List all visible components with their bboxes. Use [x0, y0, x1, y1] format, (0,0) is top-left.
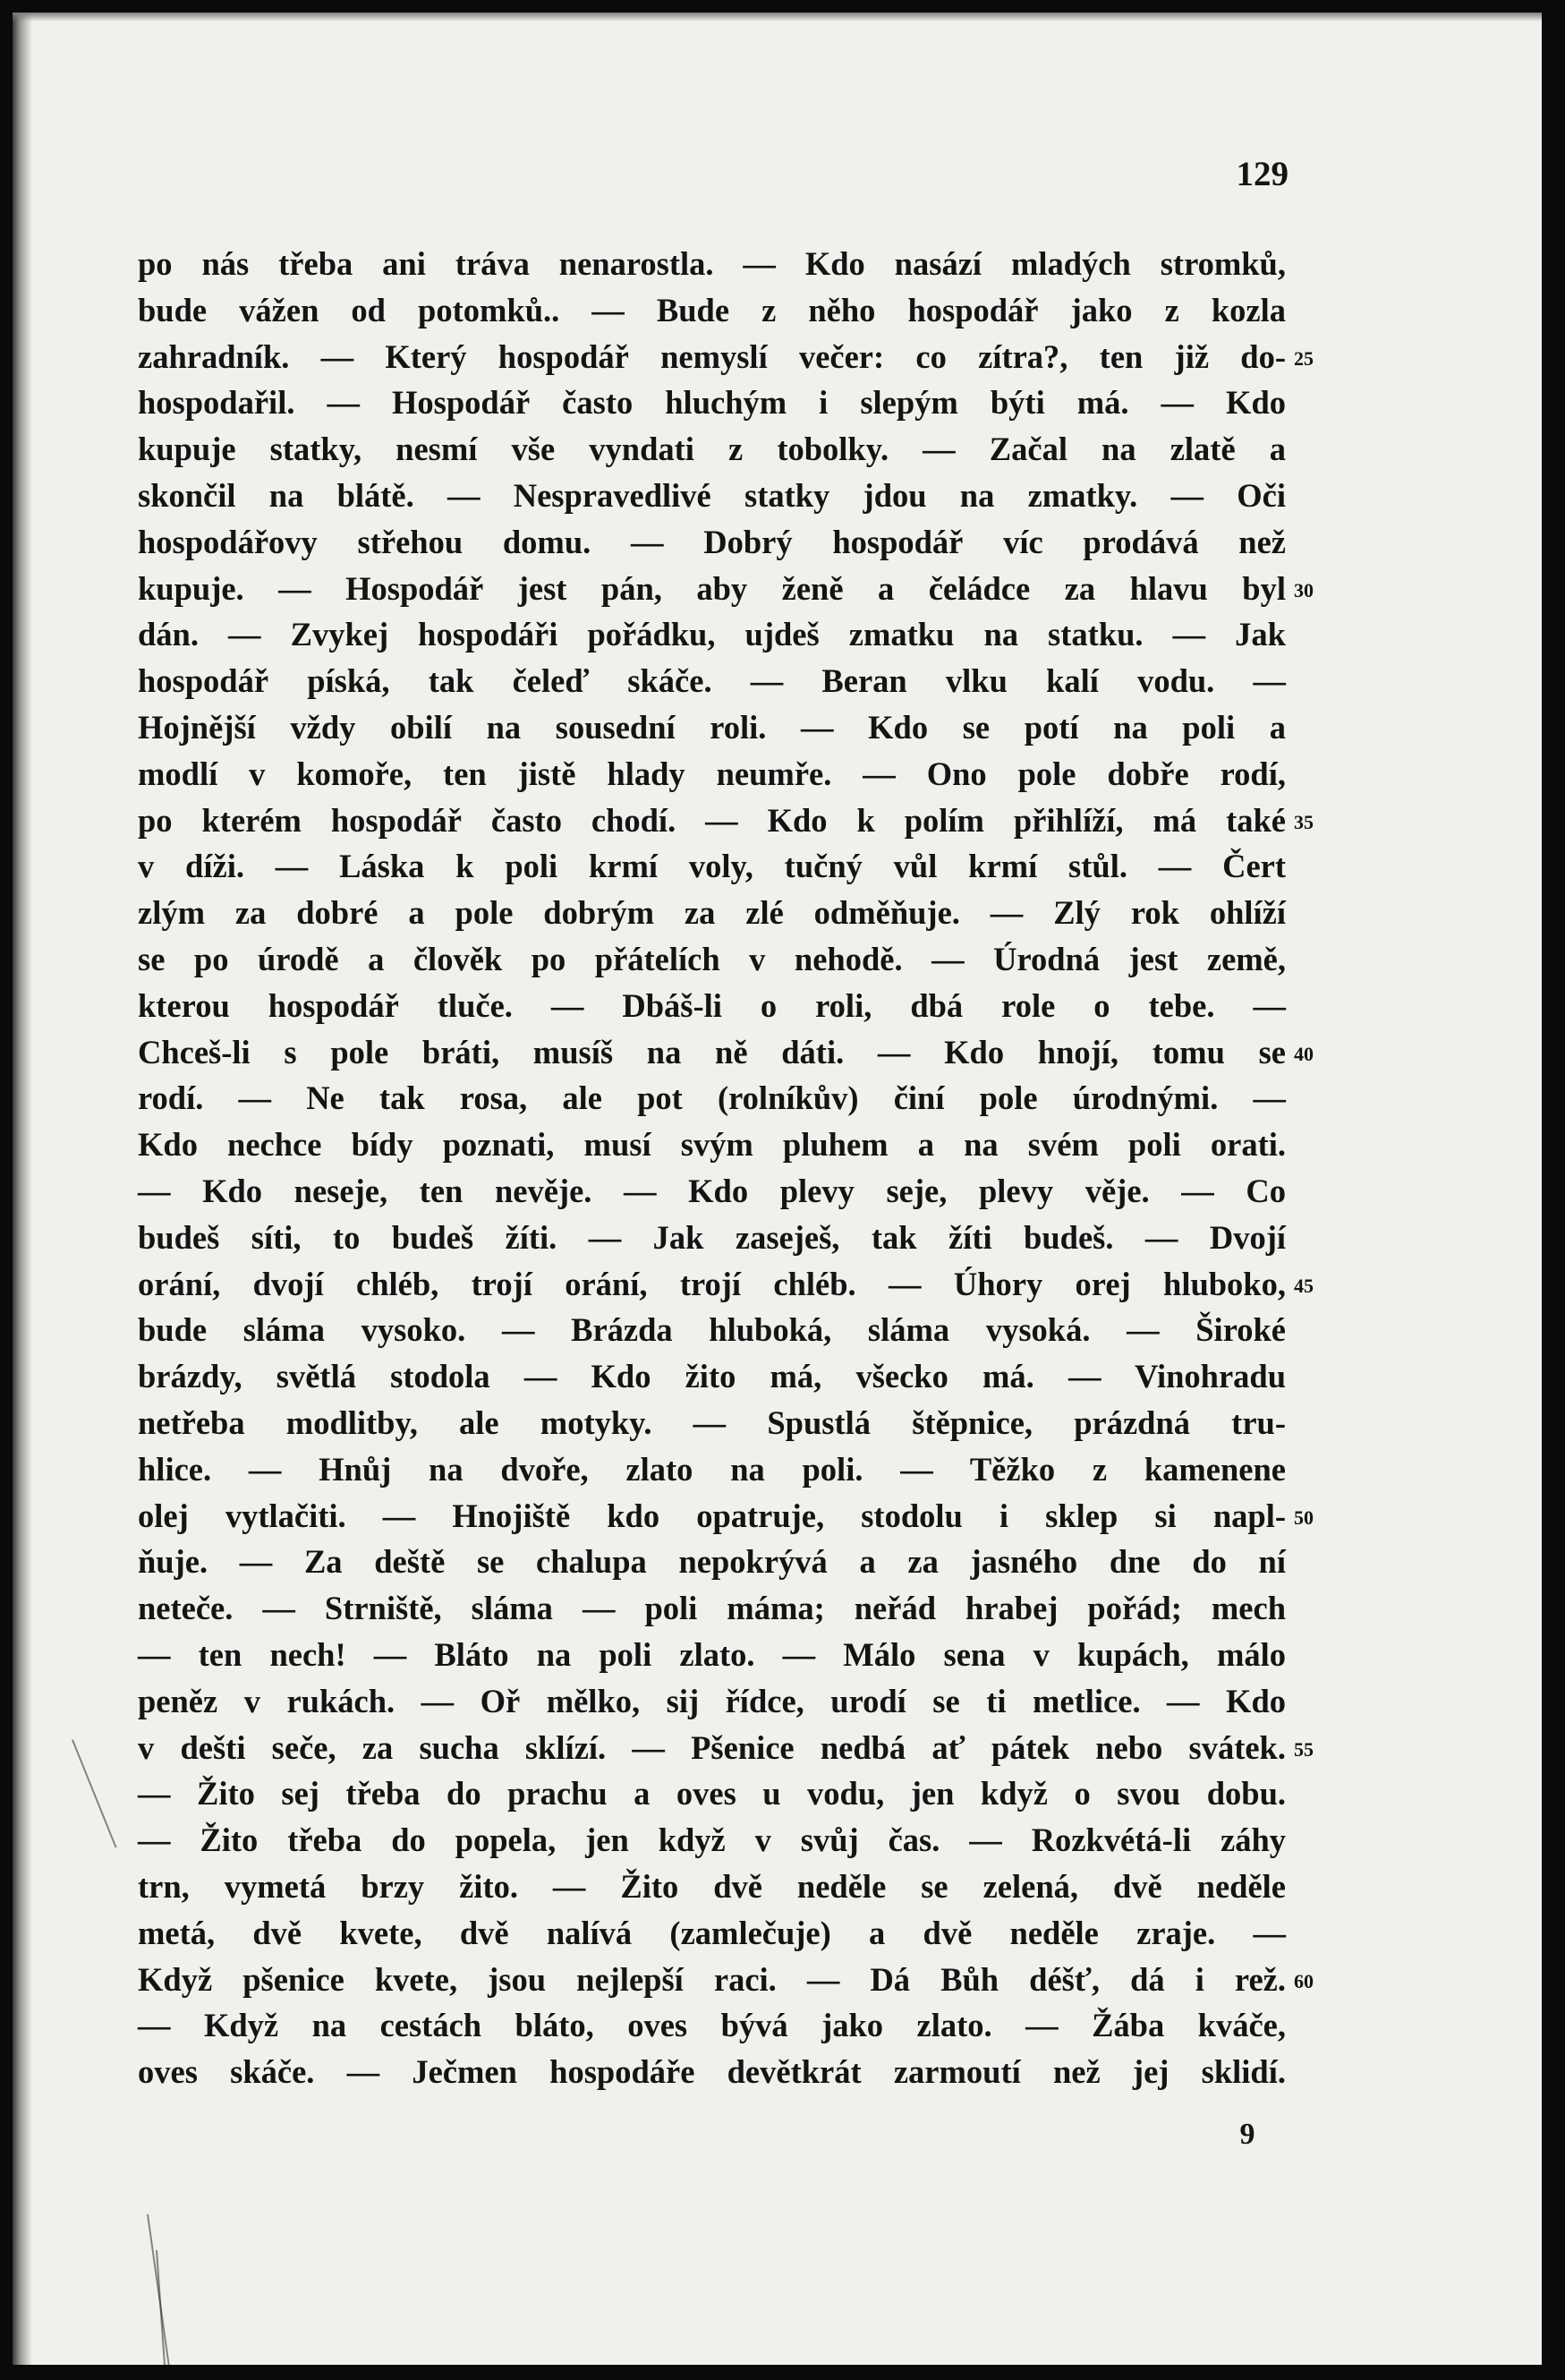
line-number-marker: 50 — [1294, 1506, 1314, 1529]
book-page — [13, 13, 1542, 2365]
text-line: bude sláma vysoko. — Brázda hluboká, sláma vysoká. — Široké — [138, 1311, 1286, 1349]
text-line: se po úrodě a člověk po přátelích v nehodě. — Úrodná jest země, — [138, 941, 1286, 977]
page-number: 129 — [1236, 155, 1289, 193]
line-number-marker: 25 — [1294, 346, 1314, 370]
scan-edge-shadow — [13, 13, 32, 2365]
text-line: olej vytlačiti. — Hnojiště kdo opatruje, stodolu i sklep si napl- — [138, 1497, 1286, 1534]
line-number-marker: 55 — [1294, 1737, 1314, 1761]
text-line: — ten nech! — Bláto na poli zlato. — Málo sena v kupách, málo — [138, 1636, 1286, 1673]
text-line: — Kdo neseje, ten nevěje. — Kdo plevy seje, plevy věje. — Co — [138, 1173, 1286, 1209]
text-line: metá, dvě kvete, dvě nalívá (zamlečuje) a dvě neděle zraje. — — [138, 1914, 1286, 1951]
text-line: — Když na cestách bláto, oves bývá jako zlato. — Žába kváče, — [138, 2007, 1286, 2044]
text-line: po kterém hospodář často chodí. — Kdo k polím přihlíží, má také — [138, 801, 1286, 839]
text-line: hospodařil. — Hospodář často hluchým i slepým býti má. — Kdo — [138, 384, 1286, 422]
text-line: zahradník. — Který hospodář nemyslí večer: co zítra?, ten již do- — [138, 337, 1286, 375]
text-line: hospodářovy střehou domu. — Dobrý hospodář víc prodává než — [138, 523, 1286, 560]
text-line: modlí v komoře, ten jistě hlady neumře. — Ono pole dobře rodí, — [138, 755, 1286, 792]
text-line: kterou hospodář tluče. — Dbáš-li o roli, dbá role o tebe. — — [138, 986, 1286, 1024]
text-line: dán. — Zvykej hospodáři pořádku, ujdeš zmatku na statku. — Jak — [138, 616, 1286, 653]
text-line: oves skáče. — Ječmen hospodáře devětkrát zarmoutí než jej sklidí. — [138, 2053, 1286, 2091]
text-line: — Žito třeba do popela, jen když v svůj čas. — Rozkvétá-li záhy — [138, 1821, 1286, 1859]
text-line: hospodář píská, tak čeleď skáče. — Beran vlku kalí vodu. — — [138, 662, 1286, 700]
text-line: trn, vymetá brzy žito. — Žito dvě neděle se zelená, dvě neděle — [138, 1868, 1286, 1905]
text-line: kupuje statky, nesmí vše vyndati z tobolky. — Začal na zlatě a — [138, 431, 1286, 468]
signature-mark: 9 — [1239, 2118, 1255, 2151]
line-number-marker: 45 — [1294, 1274, 1314, 1297]
text-line: brázdy, světlá stodola — Kdo žito má, všecko má. — Vinohradu — [138, 1358, 1286, 1395]
text-line: v díži. — Láska k poli krmí voly, tučný vůl krmí stůl. — Čert — [138, 848, 1286, 885]
text-line: bude vážen od potomků.. — Bude z něho hospodář jako z kozla — [138, 291, 1286, 328]
scan-scratch-mark — [156, 2250, 166, 2365]
text-line: v dešti seče, za sucha sklízí. — Pšenice nedbá ať pátek nebo svátek. — [138, 1728, 1286, 1766]
text-line: po nás třeba ani tráva nenarostla. — Kdo nasází mladých stromků, — [138, 245, 1286, 282]
scan-top-shadow — [13, 13, 1542, 21]
text-line: — Žito sej třeba do prachu a oves u vodu, jen když o svou dobu. — [138, 1775, 1286, 1813]
text-line: peněz v rukách. — Oř mělko, sij řídce, urodí se ti metlice. — Kdo — [138, 1682, 1286, 1719]
text-line: netřeba modlitby, ale motyky. — Spustlá štěpnice, prázdná tru- — [138, 1404, 1286, 1441]
text-line: rodí. — Ne tak rosa, ale pot (rolníkův) činí pole úrodnými. — — [138, 1079, 1286, 1117]
text-line: hlice. — Hnůj na dvoře, zlato na poli. — Těžko z kamenene — [138, 1450, 1286, 1488]
text-line: orání, dvojí chléb, trojí orání, trojí chléb. — Úhory orej hluboko, — [138, 1265, 1286, 1302]
text-line: zlým za dobré a pole dobrým za zlé odměňuje. — Zlý rok ohlíží — [138, 894, 1286, 932]
text-line: skončil na blátě. — Nespravedlivé statky jdou na zmatky. — Oči — [138, 477, 1286, 514]
line-number-marker: 30 — [1294, 578, 1314, 601]
text-line: Chceš-li s pole bráti, musíš na ně dáti. — Kdo hnojí, tomu se — [138, 1033, 1286, 1071]
scan-scratch-mark — [72, 1739, 117, 1847]
text-line: Když pšenice kvete, jsou nejlepší raci. — Dá Bůh déšť, dá i rež. — [138, 1960, 1286, 1998]
text-line: Hojnější vždy obilí na sousední roli. — Kdo se potí na poli a — [138, 709, 1286, 746]
line-number-marker: 60 — [1294, 1969, 1314, 1992]
line-number-marker: 40 — [1294, 1042, 1314, 1065]
text-line: budeš síti, to budeš žíti. — Jak zaseješ, tak žíti budeš. — Dvojí — [138, 1218, 1286, 1256]
text-line: neteče. — Strniště, sláma — poli máma; neřád hrabej pořád; mech — [138, 1590, 1286, 1627]
line-number-marker: 35 — [1294, 810, 1314, 833]
text-line: ňuje. — Za deště se chalupa nepokrývá a za jasného dne do ní — [138, 1543, 1286, 1581]
text-line: Kdo nechce bídy poznati, musí svým pluhem a na svém poli orati. — [138, 1126, 1286, 1164]
text-line: kupuje. — Hospodář jest pán, aby ženě a čeládce za hlavu byl — [138, 569, 1286, 607]
